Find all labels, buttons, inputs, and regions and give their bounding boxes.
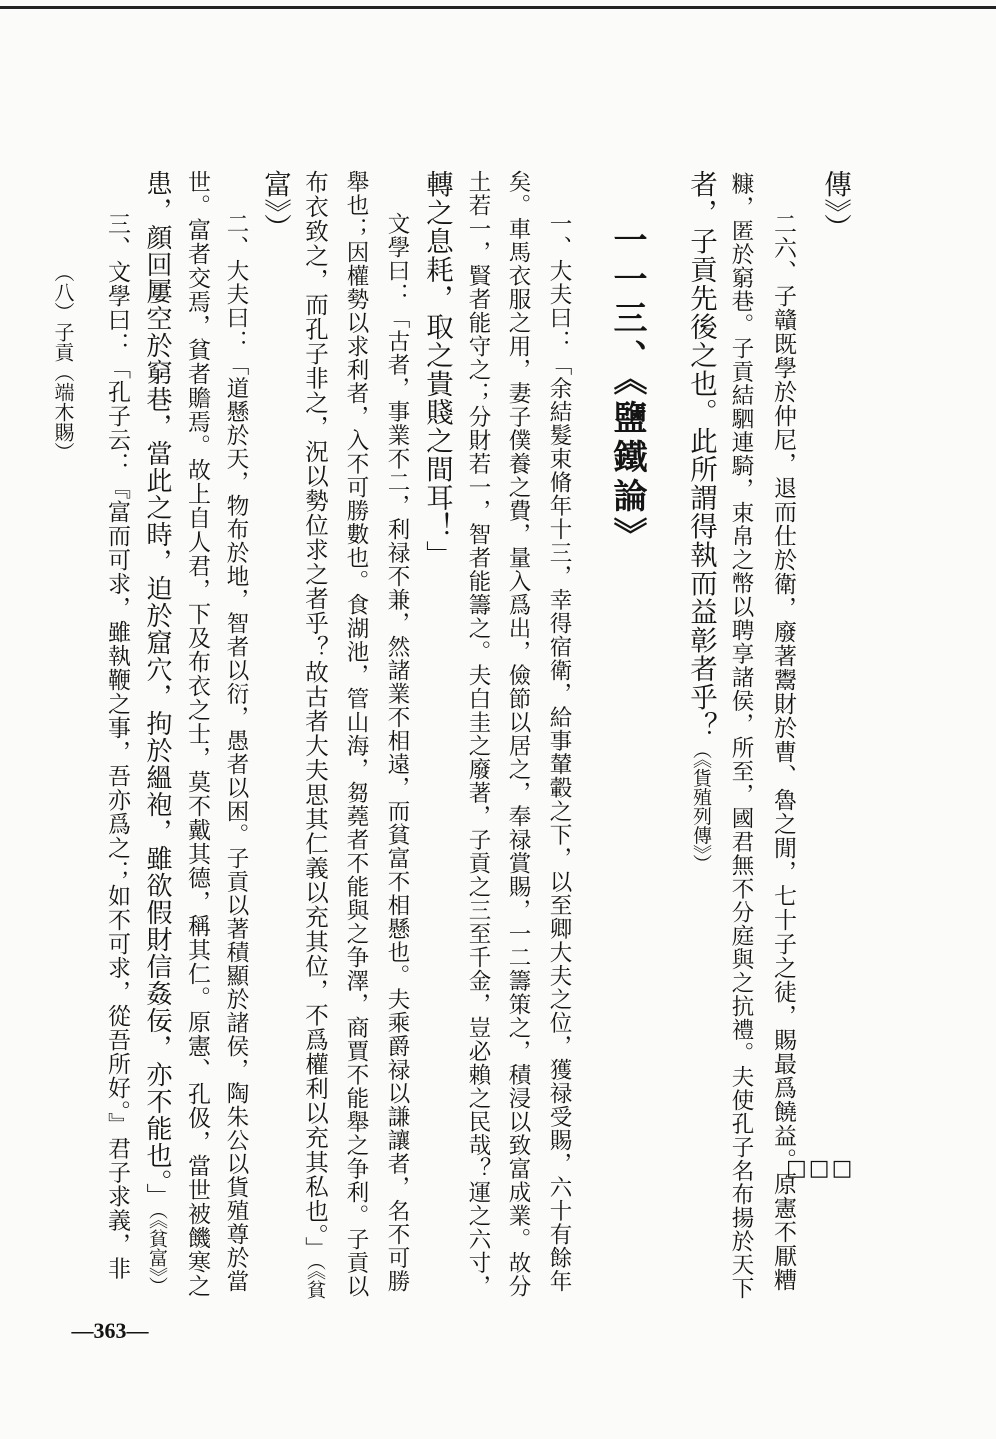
line-text: 土若一，賢者能守之；分財若一，智者能籌之。夫白圭之廢著，子貢之三至千金，豈必賴之民哉？運之六寸， [465,170,491,1298]
text-column [766,212,800,1292]
text-column [298,170,332,1299]
line-text: 舉也；因權勢以求利者，入不可勝數也。食湖池，管山海，芻蕘者不能與之争澤，商賈不能舉之争利。子貢以 [343,170,369,1298]
section-heading [607,222,647,556]
text-column [258,170,292,242]
text-column [420,170,454,569]
text-column [219,212,253,1293]
source-note: （《貧富》） [146,1210,168,1296]
source-note: （《貨殖列傳》） [690,740,712,873]
text-column [180,170,214,1298]
line-text: 富》） [259,170,291,242]
text-column [461,170,495,1298]
text-column [684,170,718,873]
text-column [542,212,576,1293]
page-number: —363— [71,1318,149,1343]
line-text: 文學曰：「古者，事業不二，利禄不兼，然諸業不相遠，而貧富不相懸也。夫乘爵禄以謙讓者，名不可勝 [384,212,410,1293]
text-column [100,212,134,1281]
line-text: 三、文學曰：「孔子云：『富而可求，雖執鞭之事，吾亦爲之；如不可求，從吾所好。』君子求義，非 [104,212,130,1281]
text-column [140,170,174,1296]
line-text: 傳》） [819,170,851,242]
line-text: 者，子貢先後之也。此所謂得執而益彰者乎？ [685,170,717,740]
line-text: 世。富者交焉，貧者贍焉。故上自人君，下及布衣之士，莫不戴其德，稱其仁。原憲、孔伋，當世被饑寒之 [184,170,210,1298]
text-column [724,172,758,1300]
line-text: 患，顔回屢空於窮巷，當此之時，迫於窟穴，拘於縕袍，雖欲假財信姦佞，亦不能也。」 [142,170,172,1210]
line-text: 二六、子贛既學於仲尼，退而仕於衛，廢著鬻財於曹、魯之閒，七十子之徒，賜最爲饒益。原憲不厭糟 [770,212,796,1292]
line-text: 一、大夫曰：「余結髮束脩年十三，幸得宿衛，給事輦轂之下，以至卿大夫之位，獲禄受賜，六十有餘年 [546,212,572,1293]
text-column [501,170,535,1298]
running-head [46,262,80,462]
line-text: 布衣致之，而孔子非之，況以勢位求之者乎？故古者大夫思其仁義以充其位，不爲權利以充其私也。」 [301,170,329,1261]
line-text: 轉之息耗，取之貴賤之間耳！」 [421,170,453,569]
running-head-text: （八）子貢（端木賜） [51,262,75,462]
top-border-rule [0,6,996,9]
line-text: 糠，匿於窮巷。子貢結駟連騎，束帛之幣以聘享諸侯，所至，國君無不分庭與之抗禮。夫使孔子名布揚於天下 [728,172,754,1300]
heading-text: 一一三、《鹽鐵論》 [607,222,647,556]
page-box-marker: □□□ [786,1156,855,1181]
line-text: 二、大夫曰：「道懸於天，物布於地，智者以衍，愚者以困。子貢以著積顯於諸侯，陶朱公以貨殖尊於當 [223,212,249,1293]
source-note: （《貧 [304,1260,326,1299]
text-column [818,170,852,242]
line-text: 矣。車馬衣服之用，妻子僕養之費，量入爲出，儉節以居之，奉禄賞賜，一二籌策之，積浸以致富成業。故分 [505,170,531,1298]
text-column [339,170,373,1298]
text-column [380,212,414,1293]
